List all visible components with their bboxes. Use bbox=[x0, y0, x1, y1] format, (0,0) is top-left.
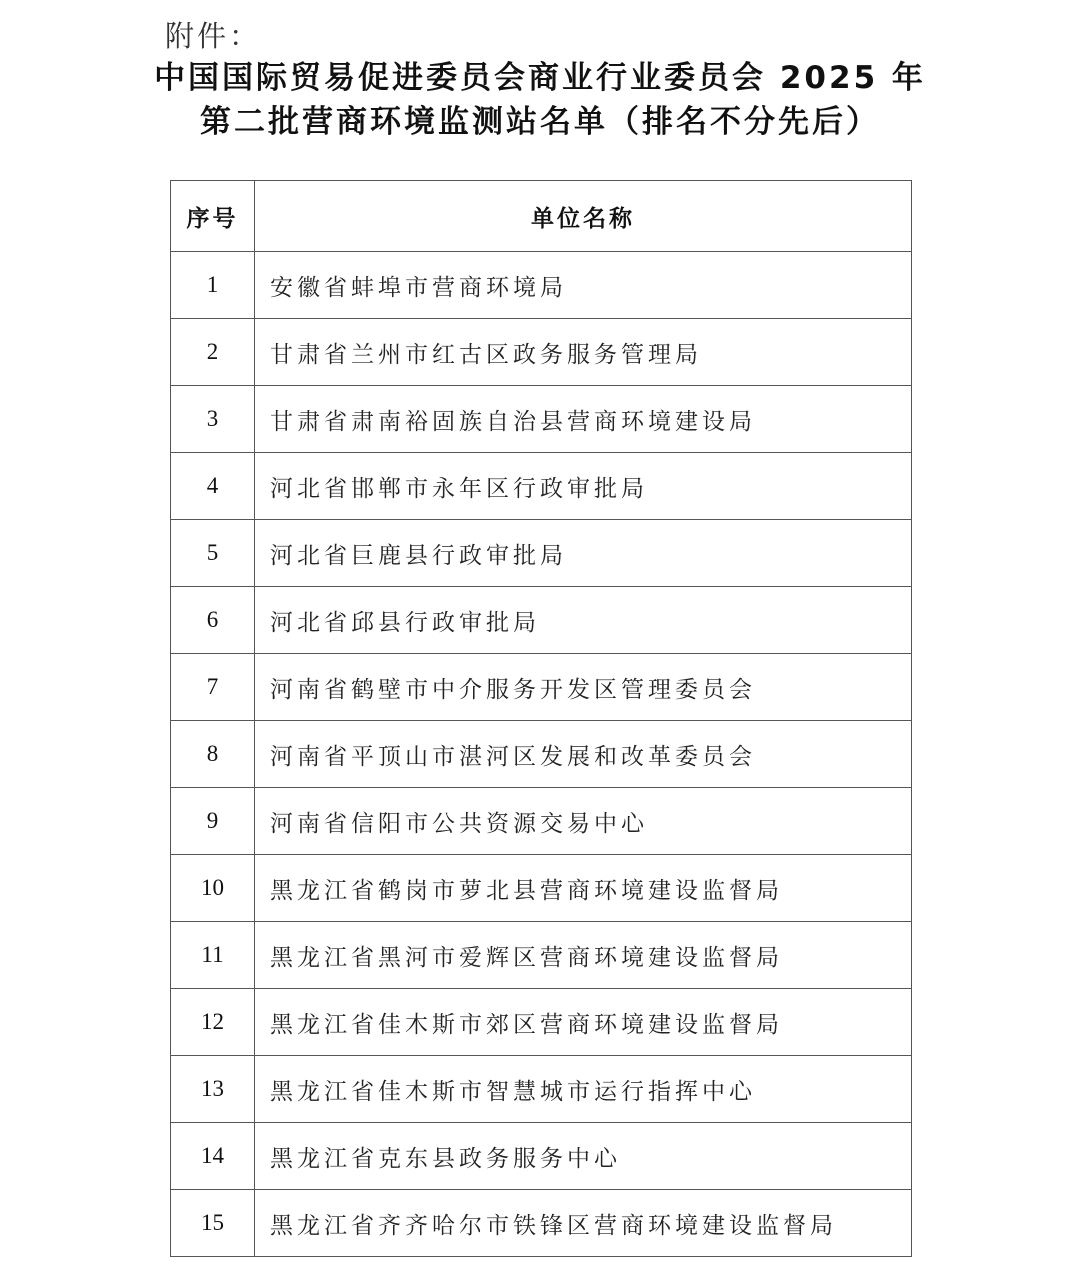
document-title bbox=[0, 56, 1080, 144]
table-row bbox=[171, 788, 912, 855]
row-unit-name: 黑龙江省佳木斯市智慧城市运行指挥中心 bbox=[255, 1056, 912, 1123]
row-number: 1 bbox=[171, 252, 255, 319]
row-number: 2 bbox=[171, 319, 255, 386]
row-number: 8 bbox=[171, 721, 255, 788]
row-number: 11 bbox=[171, 922, 255, 989]
row-unit-name: 黑龙江省齐齐哈尔市铁锋区营商环境建设监督局 bbox=[255, 1190, 912, 1257]
table-row bbox=[171, 386, 912, 453]
row-unit-name: 安徽省蚌埠市营商环境局 bbox=[255, 252, 912, 319]
row-unit-name: 河南省鹤壁市中介服务开发区管理委员会 bbox=[255, 654, 912, 721]
row-number: 14 bbox=[171, 1123, 255, 1190]
table-row bbox=[171, 587, 912, 654]
row-unit-name: 河南省信阳市公共资源交易中心 bbox=[255, 788, 912, 855]
row-number: 15 bbox=[171, 1190, 255, 1257]
row-unit-name: 河南省平顶山市湛河区发展和改革委员会 bbox=[255, 721, 912, 788]
row-number: 3 bbox=[171, 386, 255, 453]
row-number: 5 bbox=[171, 520, 255, 587]
row-number: 13 bbox=[171, 1056, 255, 1123]
row-number: 12 bbox=[171, 989, 255, 1056]
title-line-2: 第二批营商环境监测站名单（排名不分先后） bbox=[200, 104, 880, 140]
header-serial-number: 序号 bbox=[171, 181, 255, 252]
row-unit-name: 甘肃省兰州市红古区政务服务管理局 bbox=[255, 319, 912, 386]
table-row bbox=[171, 922, 912, 989]
table-row bbox=[171, 520, 912, 587]
table-header-row bbox=[171, 181, 912, 252]
table-row bbox=[171, 252, 912, 319]
table-row bbox=[171, 654, 912, 721]
table-row bbox=[171, 1123, 912, 1190]
row-number: 4 bbox=[171, 453, 255, 520]
row-unit-name: 河北省巨鹿县行政审批局 bbox=[255, 520, 912, 587]
row-unit-name: 甘肃省肃南裕固族自治县营商环境建设局 bbox=[255, 386, 912, 453]
table-row bbox=[171, 319, 912, 386]
station-list-table bbox=[170, 180, 912, 1257]
row-unit-name: 河北省邱县行政审批局 bbox=[255, 587, 912, 654]
attachment-label: 附件： bbox=[165, 19, 262, 53]
table-row bbox=[171, 989, 912, 1056]
row-number: 7 bbox=[171, 654, 255, 721]
table-row bbox=[171, 453, 912, 520]
row-number: 10 bbox=[171, 855, 255, 922]
row-unit-name: 河北省邯郸市永年区行政审批局 bbox=[255, 453, 912, 520]
row-unit-name: 黑龙江省克东县政务服务中心 bbox=[255, 1123, 912, 1190]
table-row bbox=[171, 855, 912, 922]
table-row bbox=[171, 1056, 912, 1123]
row-unit-name: 黑龙江省佳木斯市郊区营商环境建设监督局 bbox=[255, 989, 912, 1056]
row-number: 6 bbox=[171, 587, 255, 654]
table-row bbox=[171, 721, 912, 788]
row-unit-name: 黑龙江省黑河市爱辉区营商环境建设监督局 bbox=[255, 922, 912, 989]
title-line-1: 中国国际贸易促进委员会商业行业委员会 2025 年 bbox=[154, 60, 926, 96]
row-number: 9 bbox=[171, 788, 255, 855]
header-unit-name: 单位名称 bbox=[255, 181, 912, 252]
table-row bbox=[171, 1190, 912, 1257]
row-unit-name: 黑龙江省鹤岗市萝北县营商环境建设监督局 bbox=[255, 855, 912, 922]
